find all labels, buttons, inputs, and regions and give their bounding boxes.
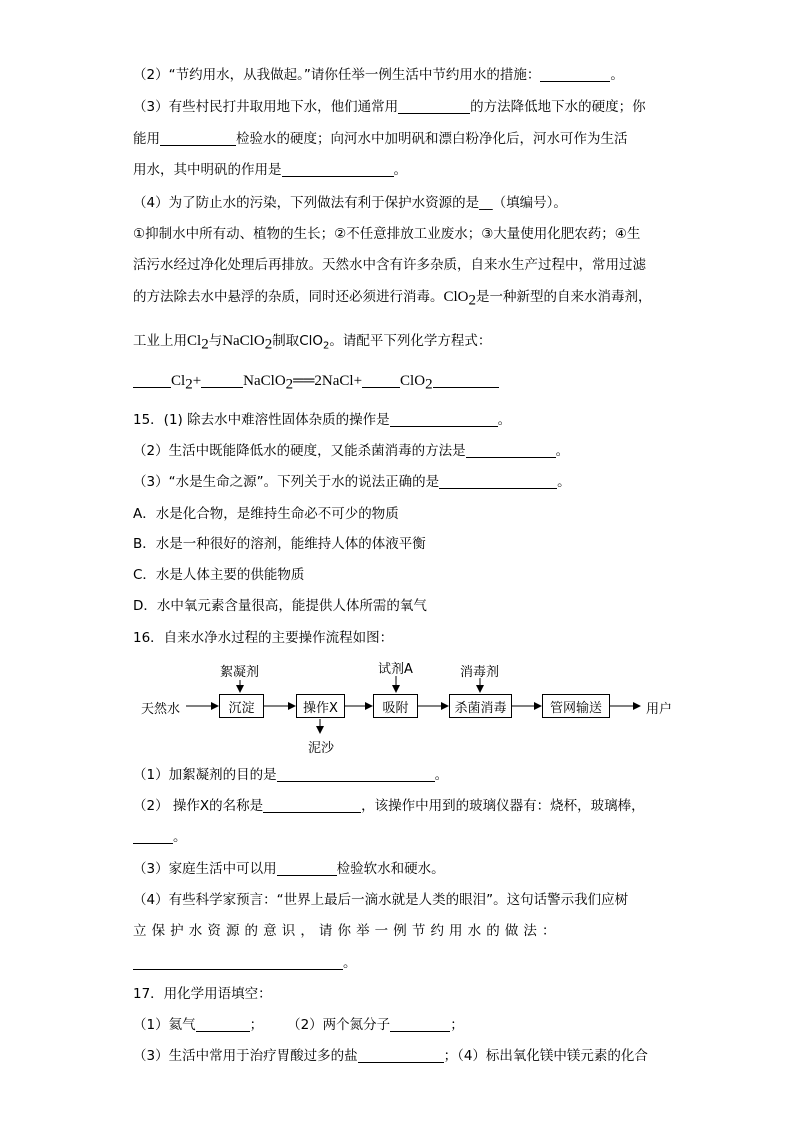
answer-blank[interactable] — [133, 955, 343, 970]
subscript: 2 — [323, 340, 330, 352]
answer-blank[interactable] — [277, 767, 435, 782]
q16-part2 — [133, 797, 645, 815]
formula-cl2: Cl — [187, 333, 202, 349]
flow-step-operation-x: 操作X — [296, 694, 345, 718]
punct: 。 — [434, 767, 449, 783]
flow-mud-label: 泥沙 — [308, 741, 335, 756]
equals-sign: ══2NaCl+ — [293, 373, 363, 389]
q14-part3-text-c: 能用 — [133, 131, 160, 147]
option-c-text: C．水是人体主要的供能物质 — [133, 567, 305, 583]
q14-options-text-3: 的方法除去水中悬浮的杂质，同时还必须进行消毒。 — [133, 289, 444, 305]
subscript: 2 — [185, 376, 193, 393]
text: 制取 — [272, 333, 300, 349]
q16-part4-line2 — [133, 922, 556, 940]
subscript: 2 — [201, 336, 209, 353]
q14-part4-text: （4）为了防止水的污染，下列做法有利于保护水资源的是__（填编号）。 — [133, 195, 567, 211]
answer-blank[interactable] — [133, 829, 173, 844]
flow-user-label: 用户 — [646, 702, 673, 717]
q16-part4-line3 — [133, 954, 357, 972]
punct: ； — [450, 1017, 464, 1033]
q16-part2-text-b: ，该操作中用到的玻璃仪器有：烧杯，玻璃棒， — [361, 798, 645, 814]
q16-part1 — [133, 766, 448, 784]
punct: 。 — [343, 955, 357, 971]
option-b-text: B．水是一种很好的溶剂，能维持人体的体液平衡 — [133, 536, 426, 552]
text: 与 — [208, 333, 223, 349]
answer-blank[interactable] — [358, 1048, 444, 1063]
flow-disinfectant-label: 消毒剂 — [460, 665, 500, 680]
q15-part2-text: （2）生活中既能降低水的硬度，又能杀菌消毒的方法是 — [133, 443, 466, 459]
q17-part1-text: （1）氦气 — [133, 1017, 196, 1033]
punct: 。 — [610, 67, 624, 83]
subscript: 2 — [285, 376, 294, 393]
flow-step-pipe: 管网输送 — [542, 694, 610, 718]
q14-options-text-2: 活污水经过净化处理后再排放。天然水中含有许多杂质，自来水生产过程中，常用过滤 — [133, 257, 646, 273]
text: 工业上用 — [133, 333, 187, 349]
q16-part2-text: （2） 操作X的名称是 — [133, 798, 264, 814]
q16-part4-text: （4）有些科学家预言：“世界上最后一滴水就是人类的眼泪”。这句话警示我们应树 — [133, 892, 629, 908]
q17-intro-text: 17．用化学用语填空： — [133, 986, 272, 1002]
q17-parts-1-2 — [133, 1016, 464, 1034]
q17-part2-text: （2）两个氮分子 — [287, 1017, 391, 1033]
punct: 。 — [393, 162, 407, 178]
punct: 。 — [173, 829, 187, 845]
q17-part3-text: （3）生活中常用于治疗胃酸过多的盐 — [133, 1048, 358, 1064]
q16-intro-text: 16．自来水净水过程的主要操作流程如图： — [133, 630, 394, 646]
q15-part3-text: （3）“水是生命之源”。下列关于水的说法正确的是 — [133, 474, 440, 490]
punct: 。 — [497, 412, 512, 428]
formula-clo2: ClO — [443, 289, 469, 305]
flow-step-adsorb: 吸附 — [373, 694, 418, 718]
subscript: 2 — [425, 376, 433, 393]
option-a-text: A．水是化合物，是维持生命必不可少的物质 — [133, 506, 399, 522]
q16-part3-text: （3）家庭生活中可以用 — [133, 861, 277, 877]
q15-part1-text: 15．(1) 除去水中难溶性固体杂质的操作是 — [133, 412, 390, 428]
formula-naclo2: NaClO — [243, 373, 286, 389]
q14-part3-text-d: 检验水的硬度；向河水中加明矾和漂白粉净化后，河水可作为生活 — [236, 131, 628, 147]
q14-part2-text: （2）“节约用水，从我做起。”请你任举一例生活中节约用水的措施： — [133, 67, 541, 83]
text: 。请配平下列化学方程式： — [329, 333, 492, 349]
formula-clo2-small: ClO — [299, 333, 323, 349]
punct: 。 — [557, 474, 571, 490]
q16-part3-text-b: 检验软水和硬水。 — [336, 861, 445, 877]
q16-part4-line1 — [133, 891, 628, 909]
plus-sign: + — [192, 373, 202, 389]
q16-part2-cont — [133, 828, 187, 846]
q16-part1-text: （1）加絮凝剂的目的是 — [133, 767, 277, 783]
q17-parts-3-4 — [133, 1047, 648, 1065]
q14-part3-text: （3）有些村民打井取用地下水，他们通常用 — [133, 99, 399, 115]
answer-blank[interactable] — [390, 1017, 450, 1032]
q14-part3-text-e: 用水，其中明矾的作用是 — [133, 162, 282, 178]
flow-reagent-label: 试剂A — [378, 662, 413, 677]
q17-intro — [133, 985, 272, 1003]
flow-step-disinfect: 杀菌消毒 — [449, 694, 512, 718]
flow-coagulant-label: 絮凝剂 — [220, 665, 260, 680]
answer-blank[interactable] — [263, 798, 361, 813]
subscript: 2 — [468, 292, 477, 309]
q14-part3-text-b: 的方法降低地下水的硬度；你 — [470, 99, 646, 115]
q16-part4-text-b: 立 保 护 水 资 源 的 意 识 ， 请 你 举 一 例 节 约 用 水 的 做 法 ： — [133, 923, 556, 939]
q14-options-text-3b: 是一种新型的自来水消毒剂， — [476, 289, 652, 305]
subscript: 2 — [264, 336, 273, 353]
q17-part4-text: ；（4）标出氧化镁中镁元素的化合 — [443, 1048, 648, 1064]
option-d-text: D．水中氧元素含量很高，能提供人体所需的氧气 — [133, 598, 427, 614]
answer-blank[interactable] — [277, 861, 337, 876]
flow-step-settle: 沉淀 — [219, 694, 264, 718]
formula-naclo2: NaClO — [222, 333, 265, 349]
q14-options-text-1: ①抑制水中所有动、植物的生长；②不任意排放工业废水；③大量使用化肥农药；④生 — [133, 226, 641, 242]
punct: ； — [249, 1017, 264, 1033]
flow-source-label: 天然水 — [141, 702, 181, 717]
punct: 。 — [555, 443, 570, 459]
answer-blank[interactable] — [196, 1017, 250, 1032]
formula-clo2: ClO — [400, 373, 426, 389]
formula-cl2: Cl — [171, 373, 186, 389]
q16-part3 — [133, 860, 445, 878]
